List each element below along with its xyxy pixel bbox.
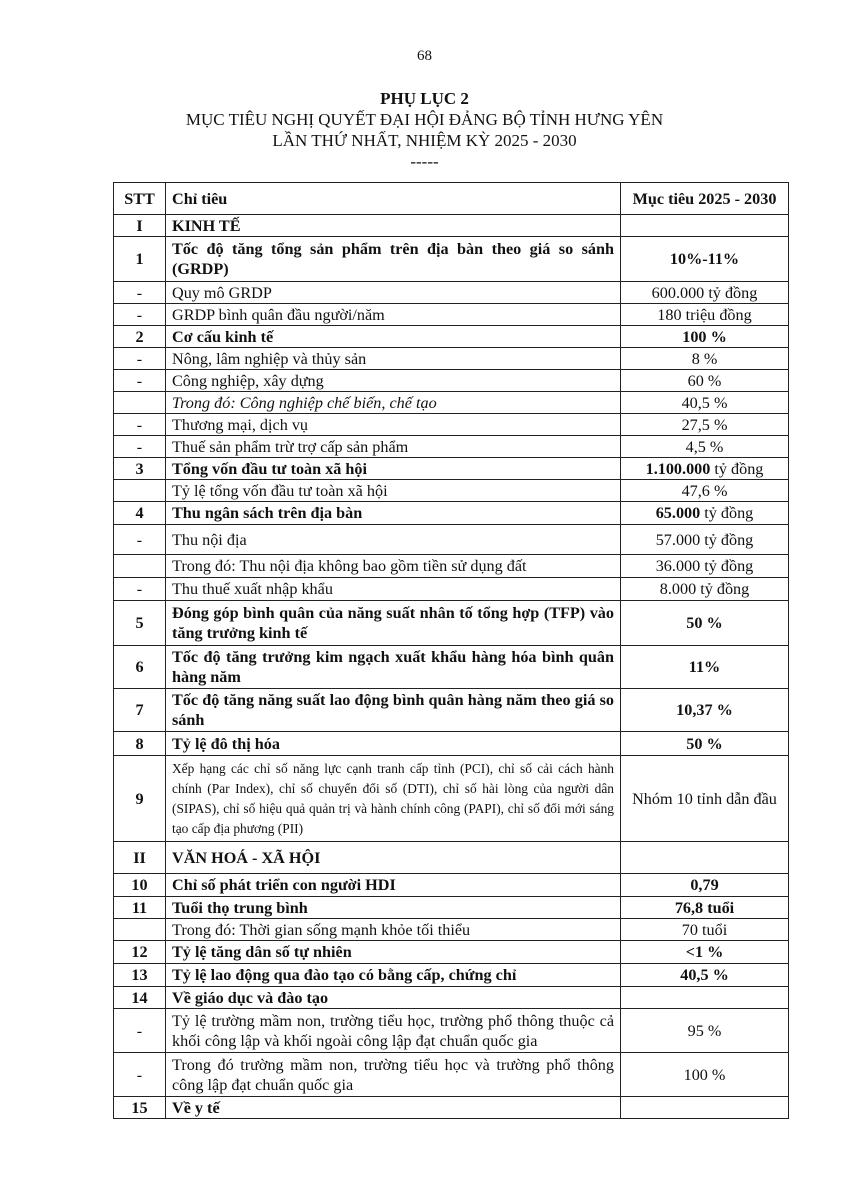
header-stt: STT <box>114 183 166 215</box>
table-row <box>114 458 789 480</box>
row-indicator: Trong đó: Thời gian sống mạnh khỏe tối thiểu <box>166 919 621 941</box>
table-row <box>114 897 789 919</box>
table-row <box>114 348 789 370</box>
row-target: 76,8 tuổi <box>621 897 789 919</box>
target-number: 1.100.000 <box>645 459 711 478</box>
row-target: 4,5 % <box>621 436 789 458</box>
row-target: Nhóm 10 tỉnh dẫn đầu <box>621 756 789 842</box>
targets-table <box>113 182 789 1119</box>
row-target <box>621 502 789 525</box>
table-row <box>114 941 789 964</box>
row-stt: 10 <box>114 874 166 897</box>
table-row <box>114 282 789 304</box>
header-target: Mục tiêu 2025 - 2030 <box>621 183 789 215</box>
table-row <box>114 756 789 842</box>
row-indicator: Tỷ lệ trường mầm non, trường tiểu học, trường phổ thông thuộc cả khối công lập và khối ngoài công lập đạt chuẩn quốc gia <box>166 1009 621 1053</box>
table-header-row <box>114 183 789 215</box>
row-target: 95 % <box>621 1009 789 1053</box>
row-stt: I <box>114 215 166 237</box>
table-row <box>114 646 789 689</box>
table-row <box>114 732 789 756</box>
row-stt: 7 <box>114 689 166 732</box>
row-target: 40,5 % <box>621 964 789 987</box>
row-indicator: Về giáo dục và đào tạo <box>166 987 621 1009</box>
row-target: 10%-11% <box>621 237 789 282</box>
row-indicator: Về y tế <box>166 1097 621 1119</box>
table-row <box>114 964 789 987</box>
row-indicator: Thu nội địa <box>166 525 621 555</box>
appendix-heading <box>0 88 849 172</box>
table-row <box>114 414 789 436</box>
table-row <box>114 436 789 458</box>
row-target: 50 % <box>621 732 789 756</box>
heading-divider: ----- <box>410 152 439 171</box>
table-row <box>114 326 789 348</box>
row-stt: 5 <box>114 601 166 646</box>
row-target: 180 triệu đồng <box>621 304 789 326</box>
row-stt: - <box>114 1053 166 1097</box>
row-target: 57.000 tỷ đồng <box>621 525 789 555</box>
row-stt <box>114 480 166 502</box>
row-target <box>621 458 789 480</box>
row-stt: 9 <box>114 756 166 842</box>
table-row <box>114 237 789 282</box>
row-stt: - <box>114 414 166 436</box>
row-indicator: GRDP bình quân đầu người/năm <box>166 304 621 326</box>
row-stt: 1 <box>114 237 166 282</box>
row-target: 36.000 tỷ đồng <box>621 555 789 578</box>
row-indicator: Xếp hạng các chỉ số năng lực cạnh tranh cấp tỉnh (PCI), chỉ số cải cách hành chính (Par Index), chỉ số chuyển đổi số (DTI), chỉ số hài lòng của người dân (SIPAS), chỉ số hiệu quả quản trị và hành chính công (PAPI), chỉ số đổi mới sáng tạo cấp địa phương (PII) <box>166 756 621 842</box>
target-number: 65.000 <box>655 504 701 522</box>
row-indicator: Tốc độ tăng năng suất lao động bình quân hàng năm theo giá so sánh <box>166 689 621 732</box>
row-indicator: KINH TẾ <box>166 215 621 237</box>
target-unit: tỷ đồng <box>710 459 764 478</box>
table-row <box>114 601 789 646</box>
row-stt: 4 <box>114 502 166 525</box>
row-stt: 11 <box>114 897 166 919</box>
row-target: 27,5 % <box>621 414 789 436</box>
row-indicator: Tỷ lệ đô thị hóa <box>166 732 621 756</box>
table-row <box>114 578 789 601</box>
table-row <box>114 480 789 502</box>
row-target: 600.000 tỷ đồng <box>621 282 789 304</box>
row-indicator: Tuổi thọ trung bình <box>166 897 621 919</box>
appendix-title: PHỤ LỤC 2 <box>380 89 469 108</box>
row-indicator: Tổng vốn đầu tư toàn xã hội <box>166 458 621 480</box>
row-target: 10,37 % <box>621 689 789 732</box>
row-stt: 2 <box>114 326 166 348</box>
table-row <box>114 987 789 1009</box>
table-row <box>114 215 789 237</box>
header-indicator: Chỉ tiêu <box>166 183 621 215</box>
row-stt: - <box>114 578 166 601</box>
row-target: 50 % <box>621 601 789 646</box>
table-row <box>114 555 789 578</box>
row-stt: - <box>114 525 166 555</box>
row-indicator: Tốc độ tăng tổng sản phẩm trên địa bàn theo giá so sánh (GRDP) <box>166 237 621 282</box>
row-stt: 12 <box>114 941 166 964</box>
row-target: 8 % <box>621 348 789 370</box>
row-indicator: Đóng góp bình quân của năng suất nhân tố tổng hợp (TFP) vào tăng trưởng kinh tế <box>166 601 621 646</box>
table-row <box>114 370 789 392</box>
row-stt: - <box>114 304 166 326</box>
table-row <box>114 874 789 897</box>
appendix-subtitle-line2: LẦN THỨ NHẤT, NHIỆM KỲ 2025 - 2030 <box>272 131 577 150</box>
row-target <box>621 1097 789 1119</box>
row-indicator: Tỷ lệ tổng vốn đầu tư toàn xã hội <box>166 480 621 502</box>
row-indicator: Trong đó: Thu nội địa không bao gồm tiền sử dụng đất <box>166 555 621 578</box>
row-stt: 15 <box>114 1097 166 1119</box>
row-stt: 3 <box>114 458 166 480</box>
row-stt: 6 <box>114 646 166 689</box>
row-indicator: Thuế sản phẩm trừ trợ cấp sản phẩm <box>166 436 621 458</box>
row-target: 100 % <box>621 326 789 348</box>
row-target: 100 % <box>621 1053 789 1097</box>
row-target: 11% <box>621 646 789 689</box>
table-row <box>114 1097 789 1119</box>
page-number: 68 <box>417 48 432 64</box>
row-indicator: Trong đó: Công nghiệp chế biến, chế tạo <box>166 392 621 414</box>
table-row <box>114 842 789 874</box>
row-indicator: Quy mô GRDP <box>166 282 621 304</box>
row-indicator: VĂN HOÁ - XÃ HỘI <box>166 842 621 874</box>
row-target: <1 % <box>621 941 789 964</box>
row-stt: 13 <box>114 964 166 987</box>
appendix-subtitle-line1: MỤC TIÊU NGHỊ QUYẾT ĐẠI HỘI ĐẢNG BỘ TỈNH HƯNG YÊN <box>185 110 664 129</box>
row-target: 8.000 tỷ đồng <box>621 578 789 601</box>
row-stt: - <box>114 1009 166 1053</box>
row-target: 70 tuổi <box>621 919 789 941</box>
row-stt: - <box>114 436 166 458</box>
row-indicator: Trong đó trường mầm non, trường tiểu học và trường phổ thông công lập đạt chuẩn quốc gia <box>166 1053 621 1097</box>
row-stt: - <box>114 370 166 392</box>
row-stt: 8 <box>114 732 166 756</box>
table-row <box>114 392 789 414</box>
row-target: 40,5 % <box>621 392 789 414</box>
row-stt <box>114 919 166 941</box>
row-indicator: Công nghiệp, xây dựng <box>166 370 621 392</box>
table-row <box>114 1009 789 1053</box>
row-indicator: Cơ cấu kinh tế <box>166 326 621 348</box>
row-indicator: Thu ngân sách trên địa bàn <box>166 502 621 525</box>
row-stt <box>114 392 166 414</box>
row-indicator: Tỷ lệ tăng dân số tự nhiên <box>166 941 621 964</box>
row-indicator: Tỷ lệ lao động qua đào tạo có bằng cấp, chứng chỉ <box>166 964 621 987</box>
row-target <box>621 987 789 1009</box>
row-stt: - <box>114 282 166 304</box>
row-target: 47,6 % <box>621 480 789 502</box>
row-stt: 14 <box>114 987 166 1009</box>
row-indicator: Nông, lâm nghiệp và thủy sản <box>166 348 621 370</box>
row-indicator: Tốc độ tăng trưởng kim ngạch xuất khẩu hàng hóa bình quân hàng năm <box>166 646 621 689</box>
row-stt: - <box>114 348 166 370</box>
row-target: 60 % <box>621 370 789 392</box>
row-target: 0,79 <box>621 874 789 897</box>
row-indicator: Thu thuế xuất nhập khẩu <box>166 578 621 601</box>
table-row <box>114 1053 789 1097</box>
table-row <box>114 919 789 941</box>
row-indicator: Chỉ số phát triển con người HDI <box>166 874 621 897</box>
row-target <box>621 215 789 237</box>
row-target <box>621 842 789 874</box>
row-stt: II <box>114 842 166 874</box>
table-row <box>114 689 789 732</box>
row-indicator: Thương mại, dịch vụ <box>166 414 621 436</box>
table-row <box>114 502 789 525</box>
table-row <box>114 525 789 555</box>
target-unit: tỷ đồng <box>700 504 754 522</box>
table-row <box>114 304 789 326</box>
row-stt <box>114 555 166 578</box>
